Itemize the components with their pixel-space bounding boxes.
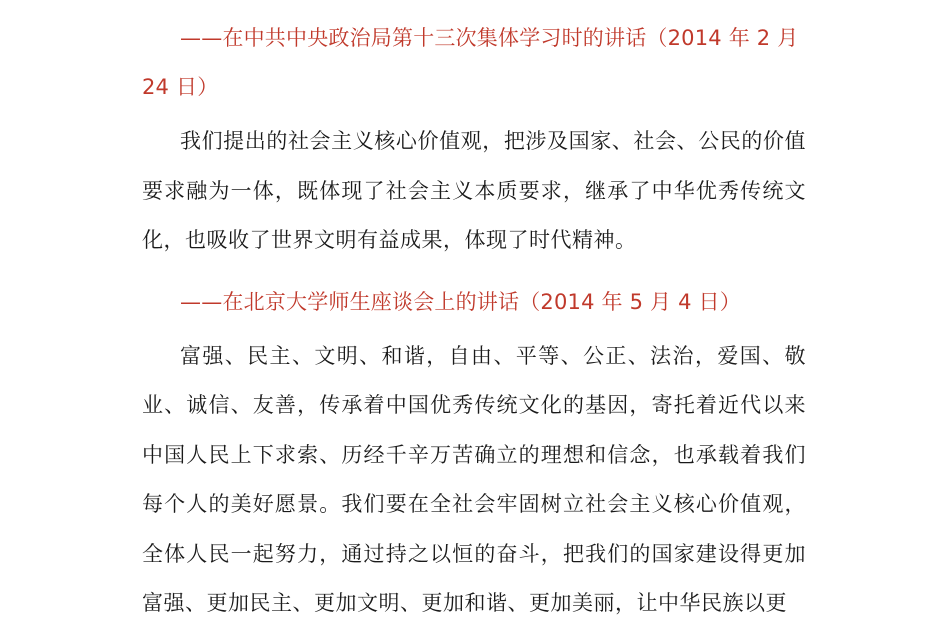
body-paragraph: 富强、民主、文明、和谐，自由、平等、公正、法治，爱国、敬业、诚信、友善，传承着中国优秀传统文化的基因，寄托着近代以来中国人民上下求索、历经千辛万苦确立的理想和信念，也承载着我们每个人的美好愿景。我们要在全社会牢固树立社会主义核心价值观，全体人民一起努力，通过持之以恒的奋斗，把我们的国家建设得更加富强、更加民主、更加文明、更加和谐、更加美丽，让中华民族以更 (142, 343, 806, 615)
body-paragraph: 我们提出的社会主义核心价值观，把涉及国家、社会、公民的价值要求融为一体，既体现了社会主义本质要求，继承了中华优秀传统文化，也吸收了世界文明有益成果，体现了时代精神。 (142, 129, 806, 252)
speech-citation: ——在中共中央政治局第十三次集体学习时的讲话（2014 年 2 月 24 日） (142, 26, 799, 99)
document-body (142, 14, 806, 629)
spacer (142, 266, 806, 278)
speech-citation: ——在北京大学师生座谈会上的讲话（2014 年 5 月 4 日） (180, 289, 741, 314)
